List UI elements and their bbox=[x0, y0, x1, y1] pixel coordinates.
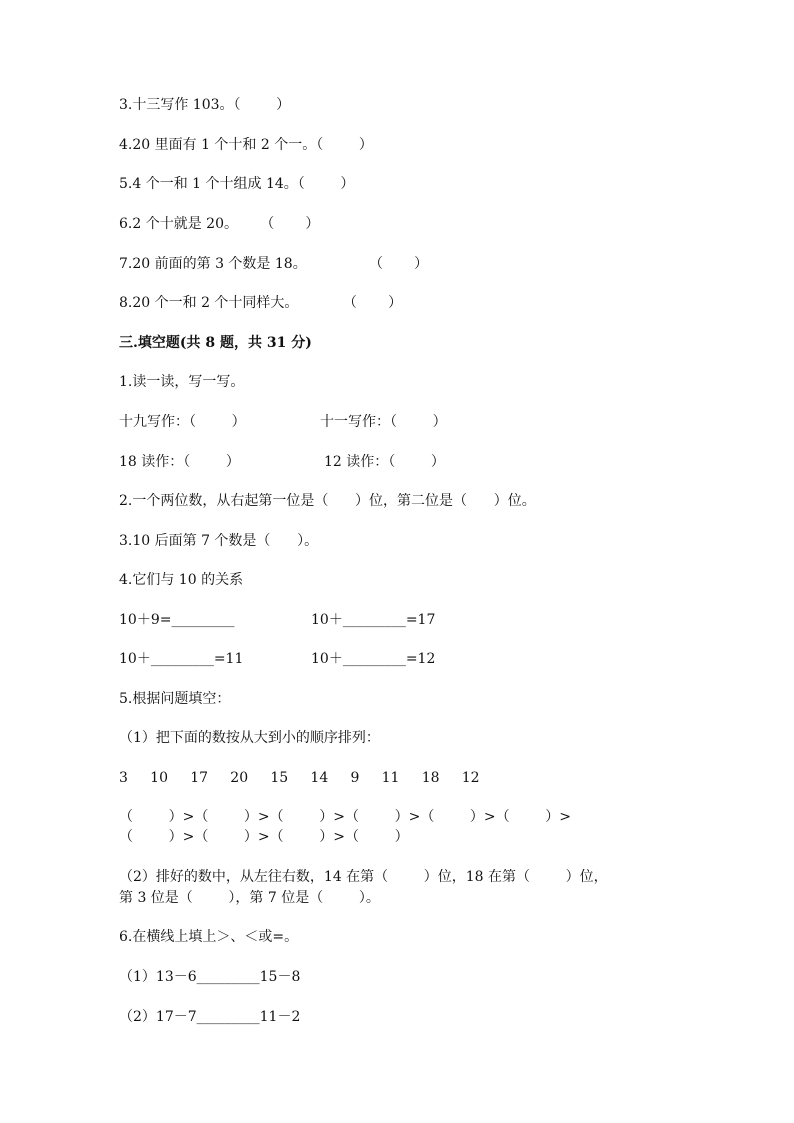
fill-q5-numbers: 3 10 17 20 15 14 9 11 18 12 bbox=[119, 770, 480, 786]
fill-q1-read-18: 18 读作：（ ） bbox=[119, 454, 240, 470]
judge-item-4: 4.20 里面有 1 个十和 2 个一。（ ） bbox=[119, 137, 373, 153]
fill-q6-title: 6.在横线上填上＞、＜或=。 bbox=[119, 929, 299, 945]
judge-item-7: 7.20 前面的第 3 个数是 18。 （ ） bbox=[119, 256, 429, 272]
judge-item-8: 8.20 个一和 2 个十同样大。 （ ） bbox=[119, 295, 403, 311]
fill-q5-order-row1: （ ）>（ ）>（ ）>（ ）>（ ）>（ ）> bbox=[119, 809, 571, 825]
fill-q4-eq1: 10＋9=_________ bbox=[119, 612, 235, 628]
fill-q5-part2-line1: （2）排好的数中，从左往右数，14 在第（ ）位，18 在第（ ）位， bbox=[119, 869, 608, 885]
fill-q4-eq4: 10＋_________=12 bbox=[311, 651, 436, 667]
judge-item-5: 5.4 个一和 1 个十组成 14。（ ） bbox=[119, 176, 355, 192]
fill-q5-part2-line2: 第 3 位是（ ），第 7 位是（ ）。 bbox=[119, 890, 380, 906]
fill-q1-read-12: 12 读作：（ ） bbox=[324, 454, 445, 470]
fill-q1-write-19: 十九写作：（ ） bbox=[119, 414, 246, 430]
fill-q4-eq2: 10＋_________=17 bbox=[311, 612, 436, 628]
fill-q5-order-row2: （ ）>（ ）>（ ）>（ ） bbox=[119, 829, 409, 845]
judge-item-3: 3.十三写作 103。（ ） bbox=[119, 97, 291, 113]
section-heading-fill-blank: 三.填空题(共 8 题，共 31 分) bbox=[119, 335, 312, 351]
fill-q1-title: 1.读一读，写一写。 bbox=[119, 374, 245, 390]
fill-q4-eq3: 10＋_________=11 bbox=[119, 651, 244, 667]
fill-q1-write-11: 十一写作：（ ） bbox=[320, 414, 447, 430]
fill-q6-item2: （2）17－7_________11－2 bbox=[119, 1009, 301, 1025]
fill-q4-title: 4.它们与 10 的关系 bbox=[119, 572, 244, 588]
fill-q2: 2.一个两位数，从右起第一位是（ ）位，第二位是（ ）位。 bbox=[119, 493, 536, 509]
fill-q5-title: 5.根据问题填空： bbox=[119, 691, 231, 707]
judge-item-6: 6.2 个十就是 20。 （ ） bbox=[119, 216, 320, 232]
fill-q5-part1: （1）把下面的数按从大到小的顺序排列： bbox=[119, 730, 380, 746]
fill-q3: 3.10 后面第 7 个数是（ ）。 bbox=[119, 533, 319, 549]
fill-q6-item1: （1）13－6_________15－8 bbox=[119, 969, 301, 985]
